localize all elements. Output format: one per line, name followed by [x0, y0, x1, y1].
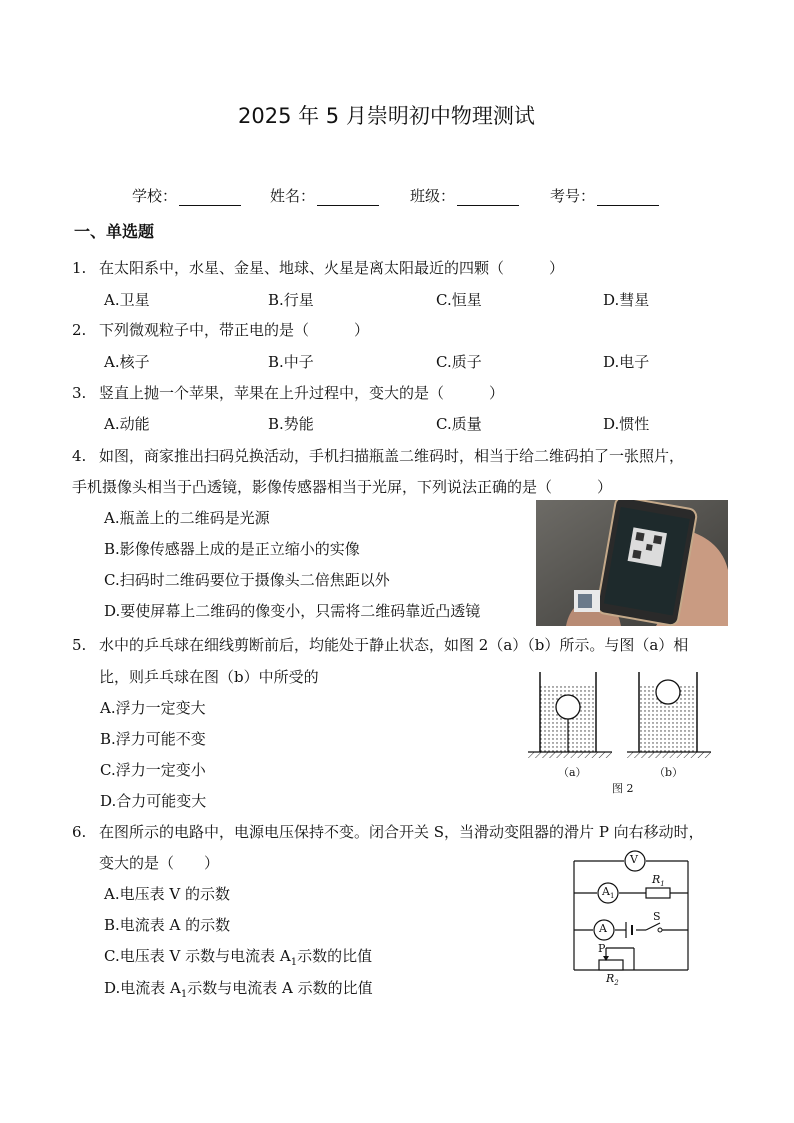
option-b[interactable]: B.浮力可能不变 — [100, 730, 206, 748]
option-a[interactable]: A.电压表 V 的示数 — [104, 885, 230, 903]
option-d[interactable]: D.彗星 — [603, 291, 650, 309]
option-d[interactable]: D.电子 — [603, 353, 650, 371]
voltmeter-icon: V — [630, 853, 638, 866]
option-a[interactable]: A.卫星 — [104, 291, 150, 309]
option-a[interactable]: A.核子 — [104, 353, 150, 371]
option-c[interactable]: C.扫码时二维码要位于摄像头二倍焦距以外 — [104, 571, 390, 589]
question-stem-line1: 如图，商家推出扫码兑换活动，手机扫描瓶盖二维码时，相当于给二维码拍了一张照片， — [99, 447, 685, 465]
circuit-diagram — [566, 848, 696, 990]
question-number: 6. — [72, 823, 87, 841]
section-heading: 一、单选题 — [74, 222, 155, 241]
name-label: 姓名： — [270, 187, 316, 205]
fig-label-b: （b） — [654, 766, 684, 779]
option-c[interactable]: C.电压表 V 示数与电流表 $A_1$示数的比值 — [104, 947, 373, 968]
question-number: 1. — [72, 259, 87, 277]
question-stem-line2: 比，则乒乓球在图（b）中所受的 — [99, 668, 319, 686]
option-c[interactable]: C.恒星 — [436, 291, 482, 309]
buoyancy-diagram — [524, 670, 720, 798]
question-stem-line2: 变大的是（ ） — [99, 854, 220, 872]
question-stem-line1: 在图所示的电路中，电源电压保持不变。闭合开关 S，当滑动变阻器的滑片 P 向右移动时， — [99, 823, 704, 841]
question-number: 3. — [72, 384, 87, 402]
option-c[interactable]: C.质子 — [436, 353, 482, 371]
option-a[interactable]: A.瓶盖上的二维码是光源 — [104, 509, 270, 527]
option-d[interactable]: D.合力可能变大 — [100, 792, 207, 810]
option-b[interactable]: B.中子 — [268, 353, 314, 371]
option-a[interactable]: A.浮力一定变大 — [100, 699, 206, 717]
school-label: 学校： — [132, 187, 178, 205]
page-title: 2025 年 5 月崇明初中物理测试 — [238, 104, 535, 128]
school-field[interactable] — [132, 186, 241, 206]
option-b[interactable]: B.电流表 A 的示数 — [104, 916, 231, 934]
option-d[interactable]: D.电流表 $A_1$示数与电流表 A 示数的比值 — [104, 979, 373, 1000]
number-label: 考号： — [550, 187, 596, 205]
number-field[interactable] — [550, 186, 659, 206]
class-label: 班级： — [410, 187, 456, 205]
question-number: 4. — [72, 447, 87, 465]
question-number: 5. — [72, 636, 87, 654]
name-field[interactable] — [270, 186, 379, 206]
option-d[interactable]: D.惯性 — [603, 415, 650, 433]
option-c[interactable]: C.质量 — [436, 415, 482, 433]
option-c[interactable]: C.浮力一定变小 — [100, 761, 206, 779]
figure-caption: 图 2 — [612, 782, 634, 795]
question-stem: 在太阳系中，水星、金星、地球、火星是离太阳最近的四颗（ ） — [99, 259, 565, 277]
phone-scan-photo — [536, 500, 728, 626]
option-b[interactable]: B.行星 — [268, 291, 314, 309]
question-stem: 竖直上抛一个苹果，苹果在上升过程中，变大的是（ ） — [99, 384, 505, 402]
option-b[interactable]: B.势能 — [268, 415, 314, 433]
option-a[interactable]: A.动能 — [104, 415, 150, 433]
fig-label-a: （a） — [558, 766, 587, 779]
question-stem: 下列微观粒子中，带正电的是（ ） — [99, 321, 370, 339]
question-number: 2. — [72, 321, 87, 339]
ammeter-a1-icon: $A_1$ — [602, 885, 615, 901]
option-d[interactable]: D.要使屏幕上二维码的像变小，只需将二维码靠近凸透镜 — [104, 602, 481, 620]
slider-p-label: P — [598, 942, 606, 955]
ammeter-a-icon: A — [599, 922, 607, 935]
resistor-r2-label: $R_2$ — [606, 972, 619, 988]
question-stem-line2: 手机摄像头相当于凸透镜，影像传感器相当于光屏，下列说法正确的是（ ） — [72, 478, 613, 496]
class-field[interactable] — [410, 186, 519, 206]
switch-s-label: S — [653, 910, 661, 923]
question-stem-line1: 水中的乒乓球在细线剪断前后，均能处于静止状态，如图 2（a）（b）所示。与图（a）相 — [99, 636, 689, 654]
option-b[interactable]: B.影像传感器上成的是正立缩小的实像 — [104, 540, 360, 558]
resistor-r1-label: $R_1$ — [652, 873, 665, 889]
